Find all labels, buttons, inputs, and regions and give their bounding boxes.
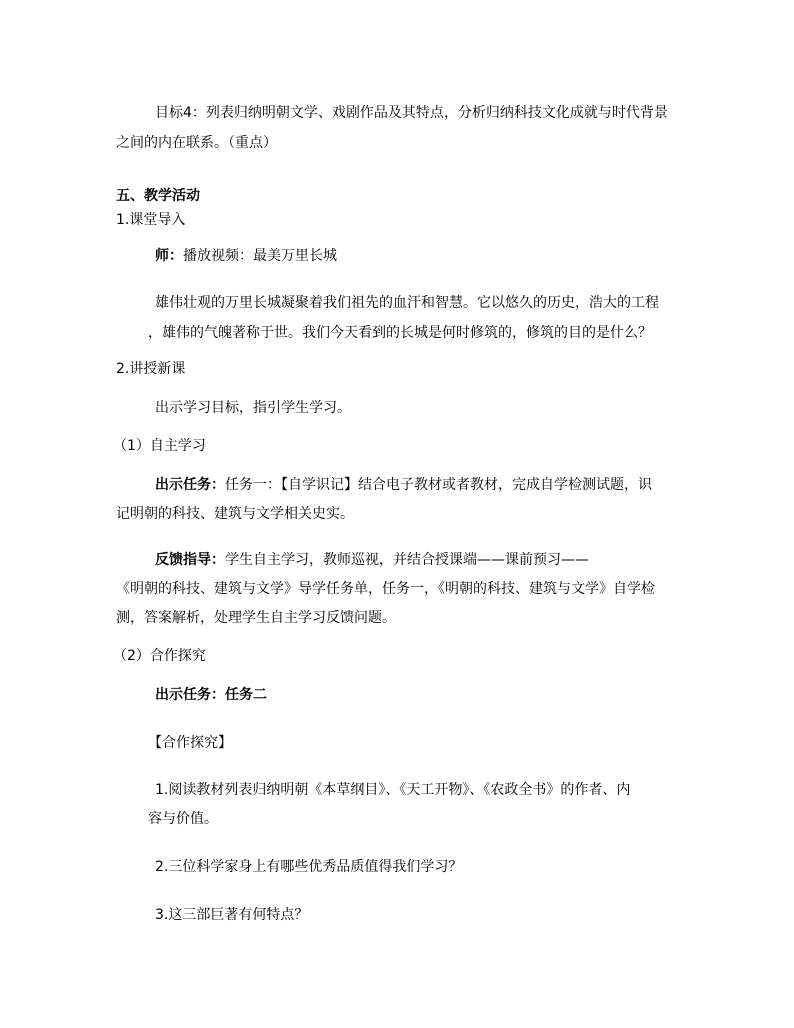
task1-label: 出示任务： (155, 477, 225, 493)
task2-line (155, 685, 267, 705)
goal4-line1: 目标4：列表归纳明朝文学、戏剧作品及其特点，分析归纳科技文化成就与时代背景 (155, 105, 668, 121)
task1-line1 (155, 475, 652, 495)
sub1-heading: （1）自主学习 (113, 438, 206, 454)
intro-line1: 雄伟壮观的万里长城凝聚着我们祖先的血汗和智慧。它以悠久的历史，浩大的工程 (155, 295, 659, 311)
task1-line2: 记明朝的科技、建筑与文学相关史实。 (116, 506, 354, 522)
q1-line2: 容与价值。 (148, 811, 218, 827)
show-goals: 出示学习目标，指引学生学习。 (155, 400, 351, 416)
feedback-line3: 测，答案解析，处理学生自主学习反馈问题。 (116, 610, 396, 626)
q1-line1: 1.阅读教材列表归纳明朝《本草纲目》、《天工开物》、《农政全书》的作者、内 (155, 782, 631, 798)
feedback-text: 学生自主学习，教师巡视，并结合授课端——课前预习—— (225, 552, 589, 568)
item1-heading: 1.课堂导入 (116, 212, 186, 228)
q2: 2.三位科学家身上有哪些优秀品质值得我们学习？ (155, 859, 463, 875)
task2-text: 任务二 (225, 687, 267, 703)
task1-text: 任务一：【自学识记】结合电子教材或者教材，完成自学检测试题，识 (225, 477, 652, 493)
intro-line2: ，雄伟的气魄著称于世。我们今天看到的长城是何时修筑的，修筑的目的是什么？ (148, 325, 652, 341)
task2-label: 出示任务： (155, 687, 225, 703)
teacher-text: 播放视频：最美万里长城 (183, 248, 337, 264)
item2-heading: 2.讲授新课 (116, 361, 186, 377)
goal4-line2: 之间的内在联系。（重点） (116, 135, 277, 151)
q3: 3.这三部巨著有何特点？ (155, 907, 309, 923)
feedback-label: 反馈指导： (155, 552, 225, 568)
coop-heading: 【合作探究】 (148, 735, 232, 751)
section5-heading: 五、教学活动 (116, 188, 200, 204)
teacher-label: 师： (155, 248, 183, 264)
sub2-heading: （2）合作探究 (113, 648, 206, 664)
feedback-line1 (155, 550, 589, 570)
teacher-line (155, 246, 337, 266)
feedback-line2: 《明朝的科技、建筑与文学》导学任务单，任务一，《明朝的科技、建筑与文学》自学检 (116, 581, 655, 597)
